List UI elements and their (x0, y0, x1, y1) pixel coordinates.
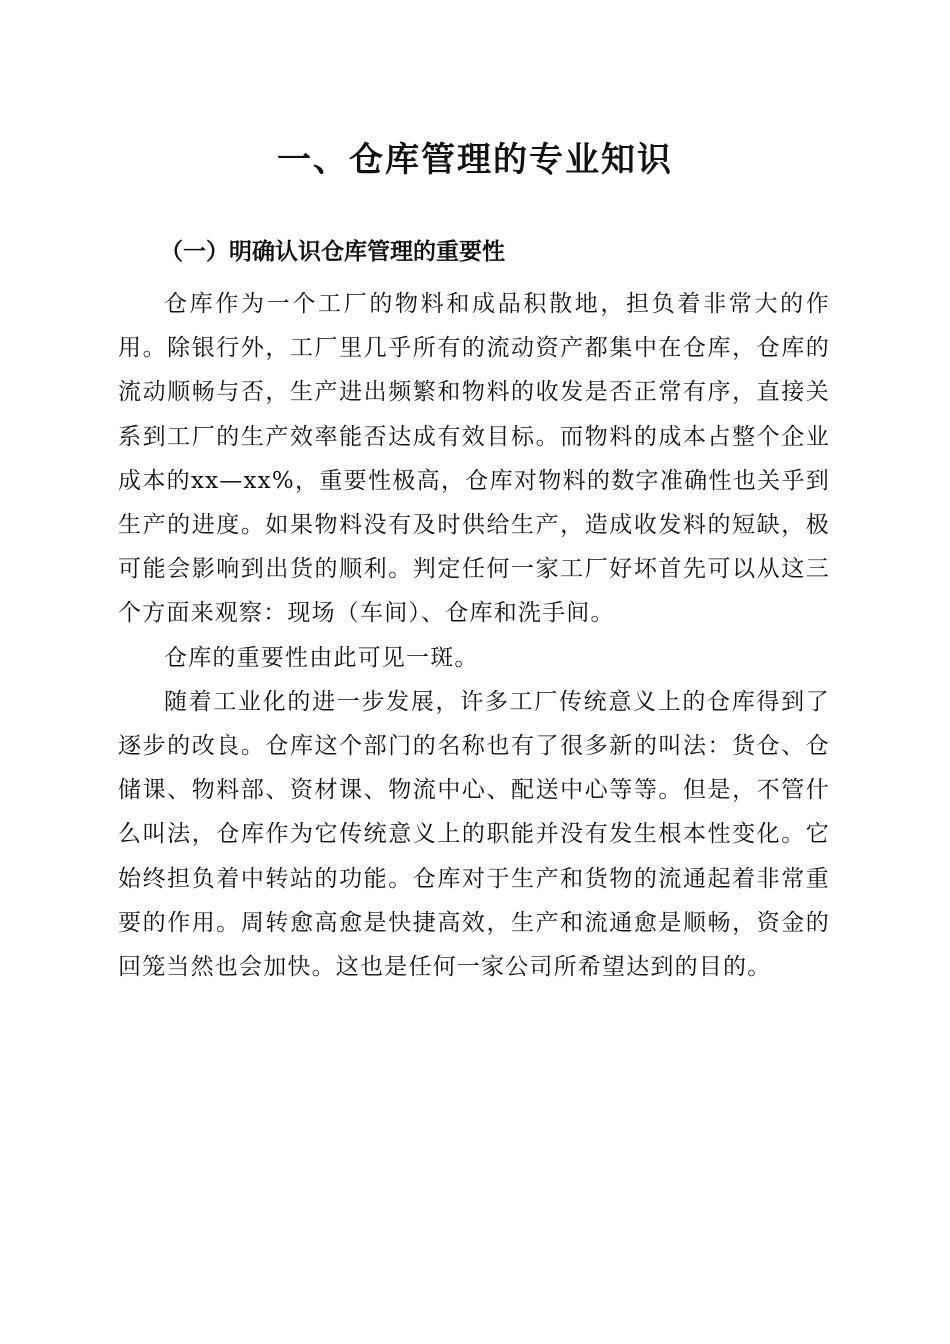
paragraph-industrialization: 随着工业化的进一步发展，许多工厂传统意义上的仓库得到了逐步的改良。仓库这个部门的名称也有了很多新的叫法：货仓、仓储课、物料部、资材课、物流中心、配送中心等等。但是，不管什么叫法，仓库作为它传统意义上的职能并没有发生根本性变化。它始终担负着中转站的功能。仓库对于生产和货物的流通起着非常重要的作用。周转愈高愈是快捷高效，生产和流通愈是顺畅，资金的回笼当然也会加快。这也是任何一家公司所希望达到的目的。 (118, 688, 830, 981)
section-heading: （一）明确认识仓库管理的重要性 (160, 238, 505, 265)
document-title: 一、仓库管理的专业知识 (277, 140, 673, 180)
document-body (118, 282, 830, 989)
paragraph-summary: 仓库的重要性由此可见一斑。 (164, 644, 479, 671)
paragraph-importance: 仓库作为一个工厂的物料和成品积散地，担负着非常大的作用。除银行外，工厂里几乎所有的流动资产都集中在仓库，仓库的流动顺畅与否，生产进出频繁和物料的收发是否正常有序，直接关系到工厂的生产效率能否达成有效目标。而物料的成本占整个企业成本的xx—xx%，重要性极高，仓库对物料的数字准确性也关乎到生产的进度。如果物料没有及时供给生产，造成收发料的短缺，极可能会影响到出货的顺利。判定任何一家工厂好坏首先可以从这三个方面来观察：现场（车间）、仓库和洗手间。 (118, 291, 830, 627)
